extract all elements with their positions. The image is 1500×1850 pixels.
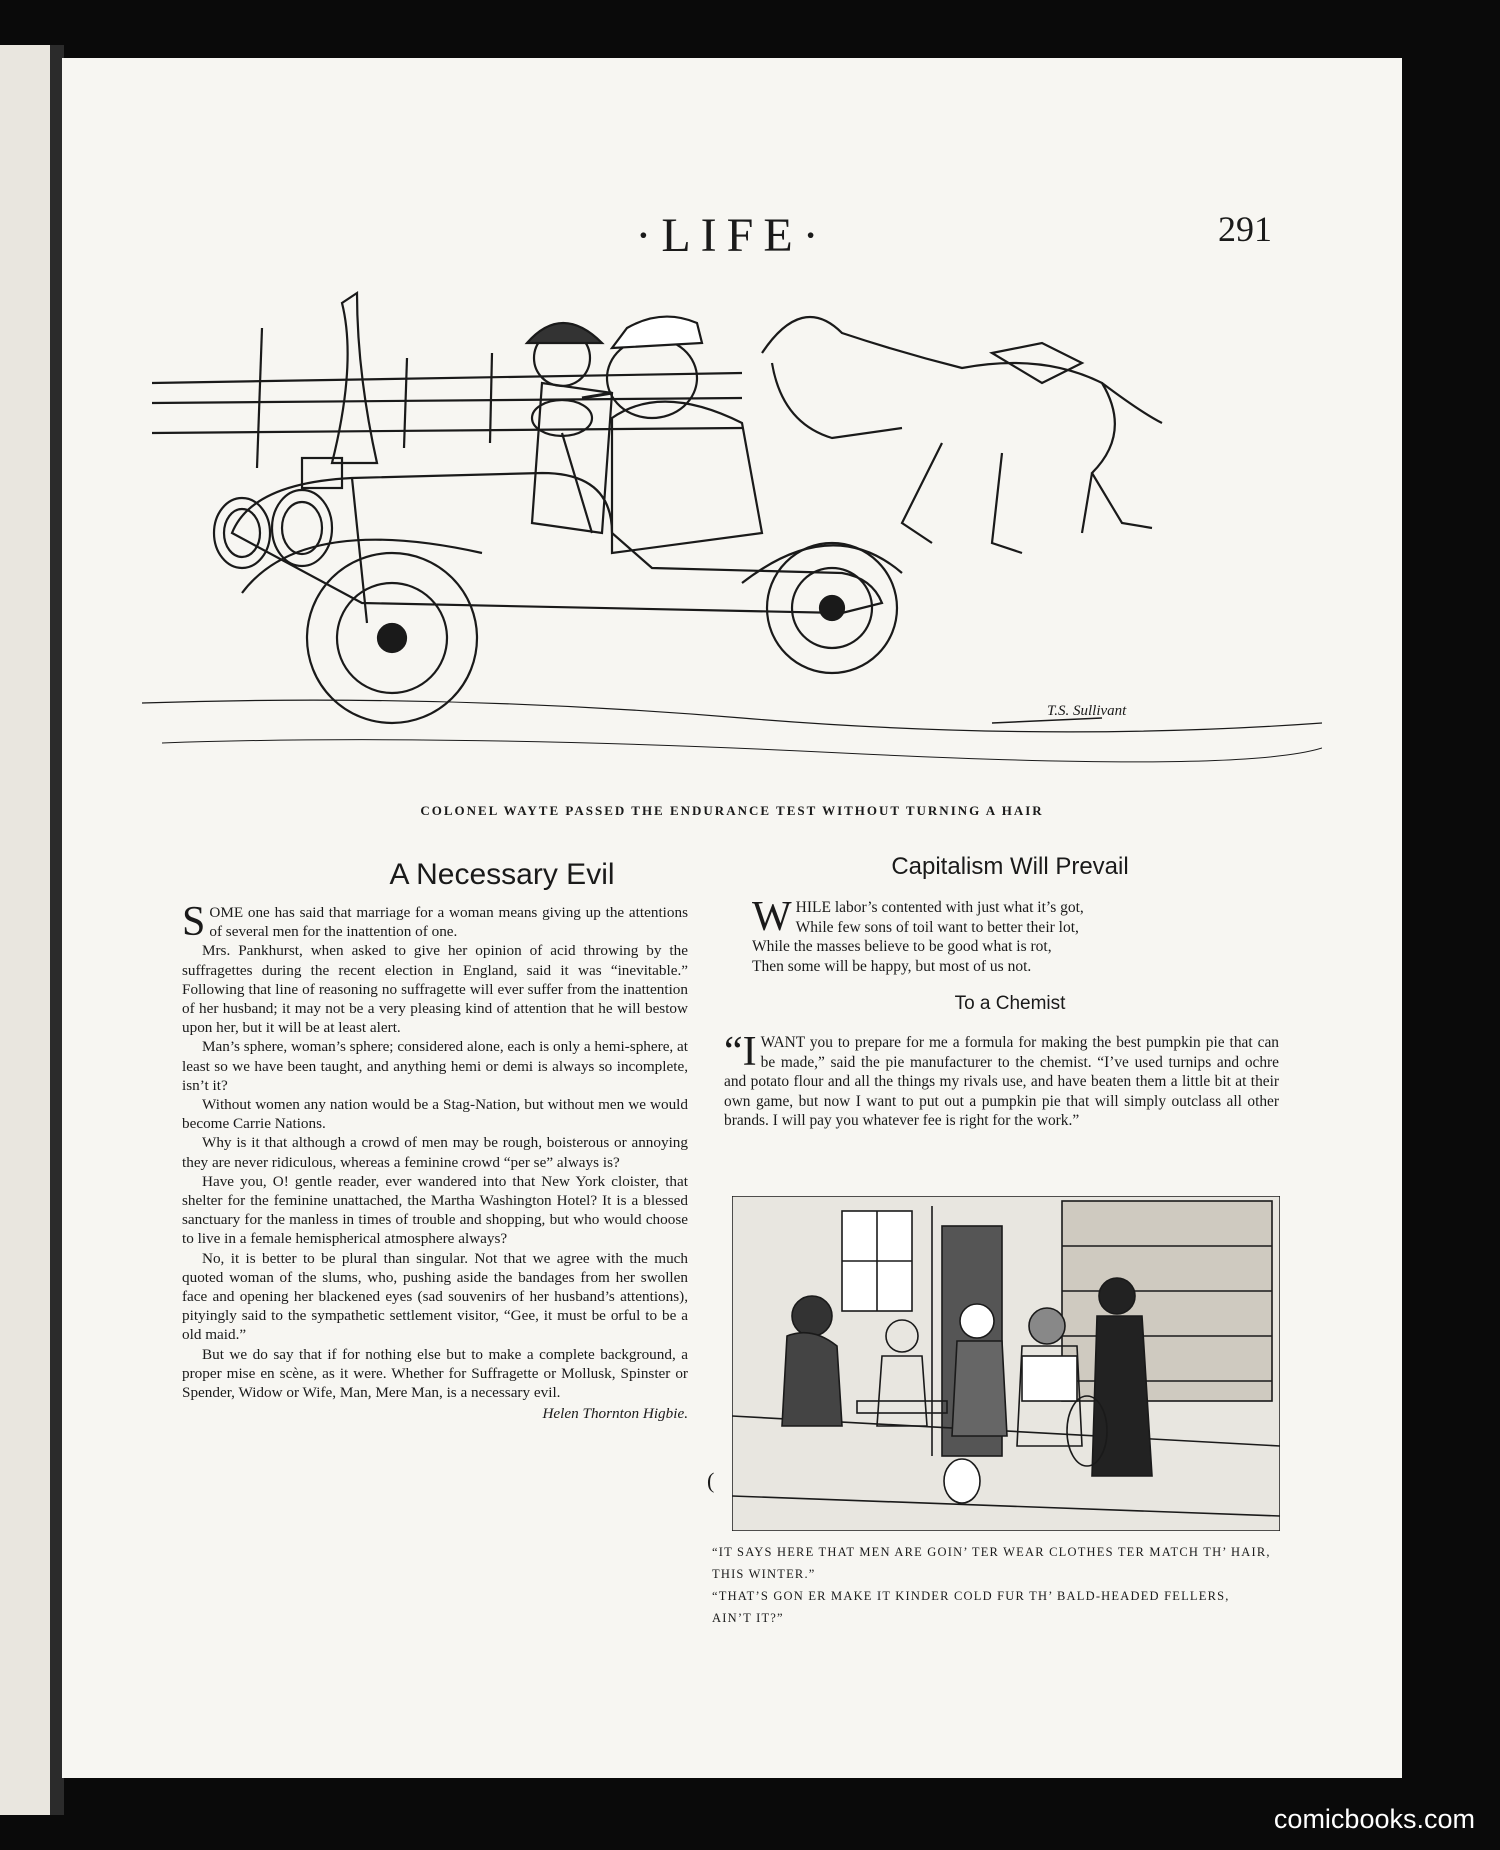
cartoon-caption — [712, 1541, 1272, 1629]
paragraph: Have you, O! gentle reader, ever wandered into that New York cloister, that shelter for the feminine unattached, the Martha Washington Hotel? It is a blessed sanctuary for the manless in times of trouble and shopping, but who would choose to live in a female hemispherical atmosphere always? — [182, 1172, 688, 1248]
poem-line: Then some will be happy, but most of us not. — [752, 957, 1032, 975]
paragraph: Mrs. Pankhurst, when asked to give her opinion of acid throwing by the suffragettes during the recent election in England, said it was “inevitable.” Following that line of reasoning no suffragette will ever suffer from the inattention of her husband; it may not be a very pleasing kind of attention that he will bestow upon her, but it will be at least alert. — [182, 942, 688, 1037]
page-number: 291 — [1218, 209, 1272, 249]
poem-line: While the masses believe to be good what is rot, — [752, 938, 1052, 955]
masthead: ·LIFE· — [635, 209, 829, 262]
poem-title: Capitalism Will Prevail — [891, 853, 1129, 880]
dropcap: S — [182, 899, 206, 945]
illustration-caption: COLONEL WAYTE PASSED THE ENDURANCE TEST WITHOUT TURNING A HAIR — [420, 803, 1044, 818]
dropcap: “I — [724, 1029, 757, 1075]
author-byline: Helen Thornton Higbie. — [542, 1405, 688, 1423]
dropcap: W — [752, 894, 792, 940]
poem-body — [752, 894, 1272, 976]
general-store-cartoon-icon — [732, 1196, 1280, 1531]
cartoon-caption-line: “IT SAYS HERE THAT MEN ARE GOIN’ TER WEAR CLOTHES TER MATCH TH’ HAIR, THIS WINTER.” — [712, 1545, 1271, 1581]
poem-line: HILE labor’s contented with just what it’s got, — [795, 899, 1084, 916]
artist-signature: T.S. Sullivant — [1047, 703, 1127, 719]
paragraph: OME one has said that marriage for a woman means giving up the attentions of several men for the inattention of one. — [209, 904, 688, 941]
paragraph: Why is it that although a crowd of men may be rough, boisterous or annoying they are never ridiculous, whereas a feminine crowd “per se” always is? — [182, 1134, 688, 1171]
article-body — [182, 899, 688, 1423]
site-watermark: comicbooks.com — [1273, 1804, 1475, 1834]
paragraph: Without women any nation would be a Stag-Nation, but without men we would become Carrie Nations. — [182, 1096, 688, 1133]
motorcar-horse-cartoon-icon — [142, 273, 1322, 783]
paragraph: Man’s sphere, woman’s sphere; considered alone, each is only a hemi-sphere, at least so we have been taught, and anything hemi or demi is always so incomplete, isn’t it? — [182, 1038, 688, 1094]
paragraph: No, it is better to be plural than singular. Not that we agree with the much quoted woman of the slums, who, pushing aside the bandages from her swollen face and opening her blackened eyes (sad souvenirs of her husband’s attentions), pityingly said to the sympathetic settlement visitor, “Gee, it must be orful to be a old maid.” — [182, 1249, 688, 1344]
chemist-text: WANT you to prepare for me a formula for making the best pumpkin pie that can be made,” said the pie manufacturer to the chemist. “I’ve used turnips and ochre and potato flour and all the things my rivals use, and have beaten them a little bit at their own game, but now I want to put out a pumpkin pie that will simply outclass all other brands. I will pay you whatever fee is right for the work.” — [724, 1034, 1279, 1129]
cartoon-caption-line: “THAT’S GON ER MAKE IT KINDER COLD FUR TH’ BALD-HEADED FELLERS, AIN’T IT?” — [712, 1589, 1230, 1625]
paragraph: But we do say that if for nothing else but to make a complete background, a proper mise en scène, as it were. Whether for Suffragette or Mollusk, Spinster or Spender, Widow or Wife, Man, Mere Man, is a necessary evil. — [182, 1345, 688, 1402]
magazine-page — [62, 58, 1402, 1778]
chemist-title: To a Chemist — [954, 993, 1066, 1014]
book-edge-left — [0, 45, 52, 1815]
stray-mark: ( — [707, 1468, 715, 1493]
poem-line: While few sons of toil want to better their lot, — [795, 918, 1079, 936]
article-title: A Necessary Evil — [389, 858, 615, 891]
chemist-body — [724, 1029, 1279, 1131]
